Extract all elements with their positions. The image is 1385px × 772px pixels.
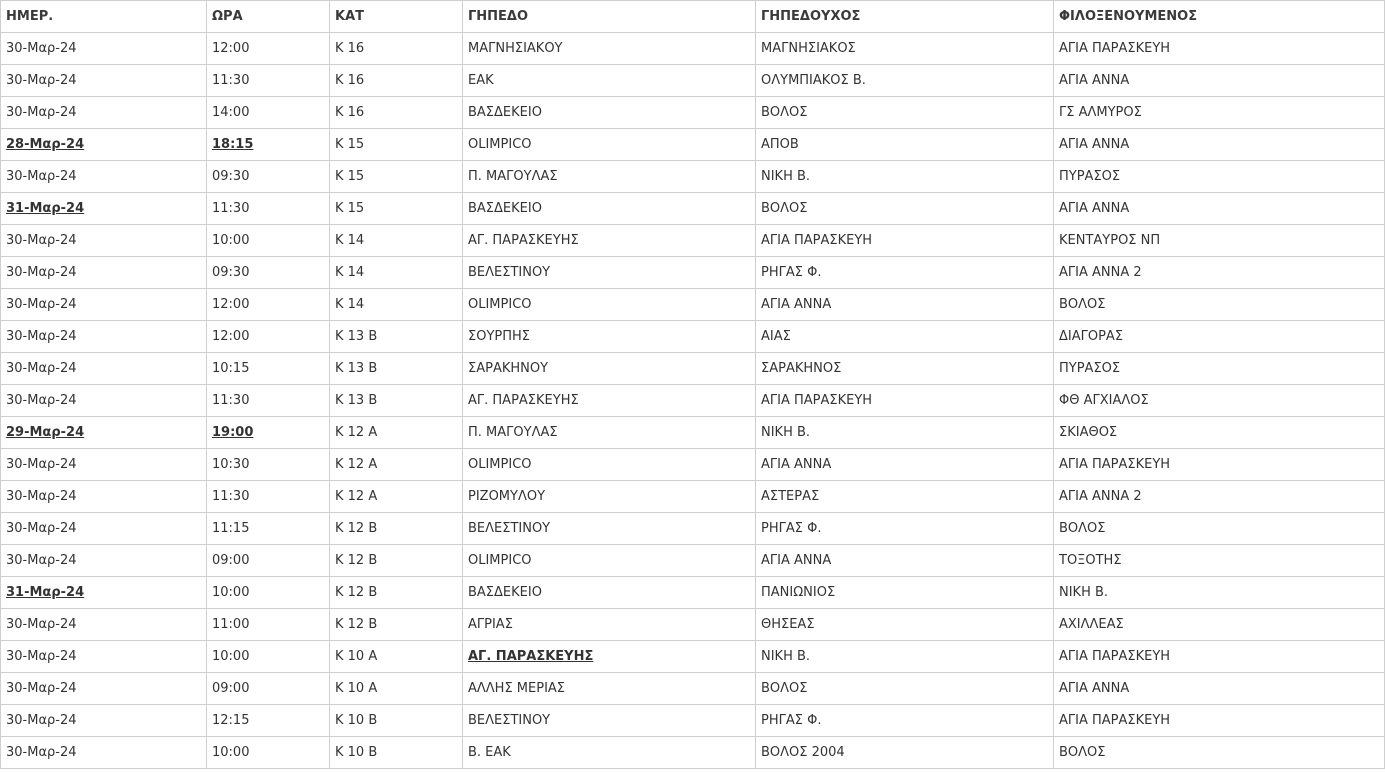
time-cell: 12:00 [207,33,330,65]
home-team-cell: ΒΟΛΟΣ [756,97,1054,129]
header-row [1,1,1385,33]
column-header-time: ΩΡΑ [207,1,330,33]
time-cell: 11:30 [207,193,330,225]
away-team-cell: ΓΣ ΑΛΜΥΡΟΣ [1054,97,1385,129]
table-row [1,97,1385,129]
table-row [1,257,1385,289]
table-row [1,385,1385,417]
home-team-cell: ΡΗΓΑΣ Φ. [756,705,1054,737]
time-cell: 11:00 [207,609,330,641]
time-cell: 10:00 [207,641,330,673]
table-row [1,577,1385,609]
date-cell: 30-Μαρ-24 [1,481,207,513]
category-cell: K 12 A [330,417,463,449]
home-team-cell: ΝΙΚΗ Β. [756,641,1054,673]
venue-cell: ΑΓ. ΠΑΡΑΣΚΕΥΗΣ [463,385,756,417]
column-header-venue: ΓΗΠΕΔΟ [463,1,756,33]
category-cell: K 16 [330,33,463,65]
away-team-cell: ΠΥΡΑΣΟΣ [1054,353,1385,385]
home-team-cell: ΑΓΙΑ ΑΝΝΑ [756,449,1054,481]
time-cell: 10:00 [207,577,330,609]
away-team-cell: ΚΕΝΤΑΥΡΟΣ ΝΠ [1054,225,1385,257]
date-cell: 30-Μαρ-24 [1,385,207,417]
home-team-cell: ΒΟΛΟΣ [756,673,1054,705]
date-cell: 30-Μαρ-24 [1,65,207,97]
home-team-cell: ΑΙΑΣ [756,321,1054,353]
table-row [1,545,1385,577]
home-team-cell: ΒΟΛΟΣ [756,193,1054,225]
home-team-cell: ΑΓΙΑ ΠΑΡΑΣΚΕΥΗ [756,225,1054,257]
time-cell: 12:15 [207,705,330,737]
date-cell: 30-Μαρ-24 [1,353,207,385]
table-row [1,609,1385,641]
away-team-cell: ΦΘ ΑΓΧΙΑΛΟΣ [1054,385,1385,417]
home-team-cell: ΡΗΓΑΣ Φ. [756,257,1054,289]
away-team-cell: ΑΓΙΑ ΑΝΝΑ [1054,65,1385,97]
date-cell: 29-Μαρ-24 [1,417,207,449]
time-cell: 12:00 [207,289,330,321]
category-cell: K 14 [330,289,463,321]
category-cell: K 14 [330,225,463,257]
away-team-cell: ΑΓΙΑ ΠΑΡΑΣΚΕΥΗ [1054,33,1385,65]
table-row [1,417,1385,449]
venue-cell: ΑΓ. ΠΑΡΑΣΚΕΥΗΣ [463,641,756,673]
away-team-cell: ΑΓΙΑ ΑΝΝΑ 2 [1054,257,1385,289]
date-cell: 30-Μαρ-24 [1,449,207,481]
home-team-cell: ΑΠΟΒ [756,129,1054,161]
time-cell: 19:00 [207,417,330,449]
home-team-cell: ΑΓΙΑ ΑΝΝΑ [756,545,1054,577]
home-team-cell: ΝΙΚΗ Β. [756,417,1054,449]
away-team-cell: ΔΙΑΓΟΡΑΣ [1054,321,1385,353]
time-cell: 09:30 [207,257,330,289]
date-cell: 30-Μαρ-24 [1,289,207,321]
venue-cell: ΣΟΥΡΠΗΣ [463,321,756,353]
table-row [1,705,1385,737]
date-cell: 30-Μαρ-24 [1,673,207,705]
category-cell: K 15 [330,193,463,225]
venue-cell: ΒΕΛΕΣΤΙΝΟΥ [463,513,756,545]
table-row [1,65,1385,97]
date-cell: 30-Μαρ-24 [1,33,207,65]
home-team-cell: ΠΑΝΙΩΝΙΟΣ [756,577,1054,609]
category-cell: K 10 B [330,737,463,769]
time-cell: 18:15 [207,129,330,161]
category-cell: K 16 [330,97,463,129]
time-cell: 11:30 [207,65,330,97]
time-cell: 10:30 [207,449,330,481]
venue-cell: ΑΓΡΙΑΣ [463,609,756,641]
category-cell: K 12 B [330,577,463,609]
venue-cell: Π. ΜΑΓΟΥΛΑΣ [463,417,756,449]
venue-cell: OLIMPICO [463,545,756,577]
column-header-date: ΗΜΕΡ. [1,1,207,33]
venue-cell: ΒΑΣΔΕΚΕΙΟ [463,577,756,609]
home-team-cell: ΣΑΡΑΚΗΝΟΣ [756,353,1054,385]
table-row [1,481,1385,513]
away-team-cell: ΑΓΙΑ ΑΝΝΑ [1054,129,1385,161]
table-row [1,737,1385,769]
date-cell: 31-Μαρ-24 [1,193,207,225]
away-team-cell: ΑΓΙΑ ΑΝΝΑ 2 [1054,481,1385,513]
category-cell: K 13 B [330,321,463,353]
date-cell: 30-Μαρ-24 [1,321,207,353]
venue-cell: ΣΑΡΑΚΗΝΟΥ [463,353,756,385]
home-team-cell: ΑΓΙΑ ΠΑΡΑΣΚΕΥΗ [756,385,1054,417]
category-cell: K 12 B [330,609,463,641]
away-team-cell: ΒΟΛΟΣ [1054,289,1385,321]
home-team-cell: ΘΗΣΕΑΣ [756,609,1054,641]
category-cell: K 10 A [330,641,463,673]
away-team-cell: ΑΧΙΛΛΕΑΣ [1054,609,1385,641]
away-team-cell: ΑΓΙΑ ΠΑΡΑΣΚΕΥΗ [1054,449,1385,481]
away-team-cell: ΒΟΛΟΣ [1054,737,1385,769]
away-team-cell: ΣΚΙΑΘΟΣ [1054,417,1385,449]
venue-cell: OLIMPICO [463,289,756,321]
table-row [1,161,1385,193]
away-team-cell: ΝΙΚΗ Β. [1054,577,1385,609]
away-team-cell: ΑΓΙΑ ΑΝΝΑ [1054,673,1385,705]
date-cell: 30-Μαρ-24 [1,513,207,545]
category-cell: K 13 B [330,353,463,385]
time-cell: 14:00 [207,97,330,129]
venue-cell: ΑΓ. ΠΑΡΑΣΚΕΥΗΣ [463,225,756,257]
venue-cell: Π. ΜΑΓΟΥΛΑΣ [463,161,756,193]
time-cell: 11:15 [207,513,330,545]
away-team-cell: ΤΟΞΟΤΗΣ [1054,545,1385,577]
home-team-cell: ΑΣΤΕΡΑΣ [756,481,1054,513]
time-cell: 10:15 [207,353,330,385]
time-cell: 11:30 [207,481,330,513]
time-cell: 12:00 [207,321,330,353]
table-row [1,289,1385,321]
column-header-away-team: ΦΙΛΟΞΕΝΟΥΜΕΝΟΣ [1054,1,1385,33]
venue-cell: ΒΕΛΕΣΤΙΝΟΥ [463,705,756,737]
column-header-category: ΚΑΤ [330,1,463,33]
date-cell: 30-Μαρ-24 [1,545,207,577]
date-cell: 30-Μαρ-24 [1,641,207,673]
away-team-cell: ΒΟΛΟΣ [1054,513,1385,545]
date-cell: 30-Μαρ-24 [1,225,207,257]
schedule-body [1,33,1385,769]
venue-cell: ΒΕΛΕΣΤΙΝΟΥ [463,257,756,289]
table-row [1,33,1385,65]
time-cell: 09:00 [207,545,330,577]
home-team-cell: ΝΙΚΗ Β. [756,161,1054,193]
away-team-cell: ΑΓΙΑ ΠΑΡΑΣΚΕΥΗ [1054,705,1385,737]
date-cell: 30-Μαρ-24 [1,705,207,737]
venue-cell: ΜΑΓΝΗΣΙΑΚΟΥ [463,33,756,65]
home-team-cell: ΜΑΓΝΗΣΙΑΚΟΣ [756,33,1054,65]
date-cell: 28-Μαρ-24 [1,129,207,161]
table-row [1,513,1385,545]
away-team-cell: ΑΓΙΑ ΠΑΡΑΣΚΕΥΗ [1054,641,1385,673]
home-team-cell: ΒΟΛΟΣ 2004 [756,737,1054,769]
category-cell: K 10 A [330,673,463,705]
date-cell: 30-Μαρ-24 [1,161,207,193]
table-row [1,353,1385,385]
category-cell: K 15 [330,161,463,193]
time-cell: 09:30 [207,161,330,193]
away-team-cell: ΠΥΡΑΣΟΣ [1054,161,1385,193]
time-cell: 11:30 [207,385,330,417]
time-cell: 09:00 [207,673,330,705]
date-cell: 31-Μαρ-24 [1,577,207,609]
category-cell: K 16 [330,65,463,97]
date-cell: 30-Μαρ-24 [1,609,207,641]
category-cell: K 10 B [330,705,463,737]
away-team-cell: ΑΓΙΑ ΑΝΝΑ [1054,193,1385,225]
date-cell: 30-Μαρ-24 [1,737,207,769]
category-cell: K 12 A [330,481,463,513]
venue-cell: Β. ΕΑΚ [463,737,756,769]
table-row [1,129,1385,161]
time-cell: 10:00 [207,225,330,257]
table-row [1,321,1385,353]
date-cell: 30-Μαρ-24 [1,97,207,129]
category-cell: K 14 [330,257,463,289]
time-cell: 10:00 [207,737,330,769]
venue-cell: ΒΑΣΔΕΚΕΙΟ [463,97,756,129]
table-row [1,641,1385,673]
home-team-cell: ΟΛΥΜΠΙΑΚΟΣ Β. [756,65,1054,97]
category-cell: K 12 A [330,449,463,481]
venue-cell: ΡΙΖΟΜΥΛΟΥ [463,481,756,513]
date-cell: 30-Μαρ-24 [1,257,207,289]
category-cell: K 13 B [330,385,463,417]
table-row [1,449,1385,481]
table-row [1,225,1385,257]
table-row [1,673,1385,705]
column-header-home-team: ΓΗΠΕΔΟΥΧΟΣ [756,1,1054,33]
category-cell: K 12 B [330,513,463,545]
category-cell: K 12 B [330,545,463,577]
venue-cell: OLIMPICO [463,129,756,161]
venue-cell: OLIMPICO [463,449,756,481]
home-team-cell: ΑΓΙΑ ΑΝΝΑ [756,289,1054,321]
venue-cell: ΒΑΣΔΕΚΕΙΟ [463,193,756,225]
home-team-cell: ΡΗΓΑΣ Φ. [756,513,1054,545]
category-cell: K 15 [330,129,463,161]
table-row [1,193,1385,225]
venue-cell: ΕΑΚ [463,65,756,97]
venue-cell: ΑΛΛΗΣ ΜΕΡΙΑΣ [463,673,756,705]
